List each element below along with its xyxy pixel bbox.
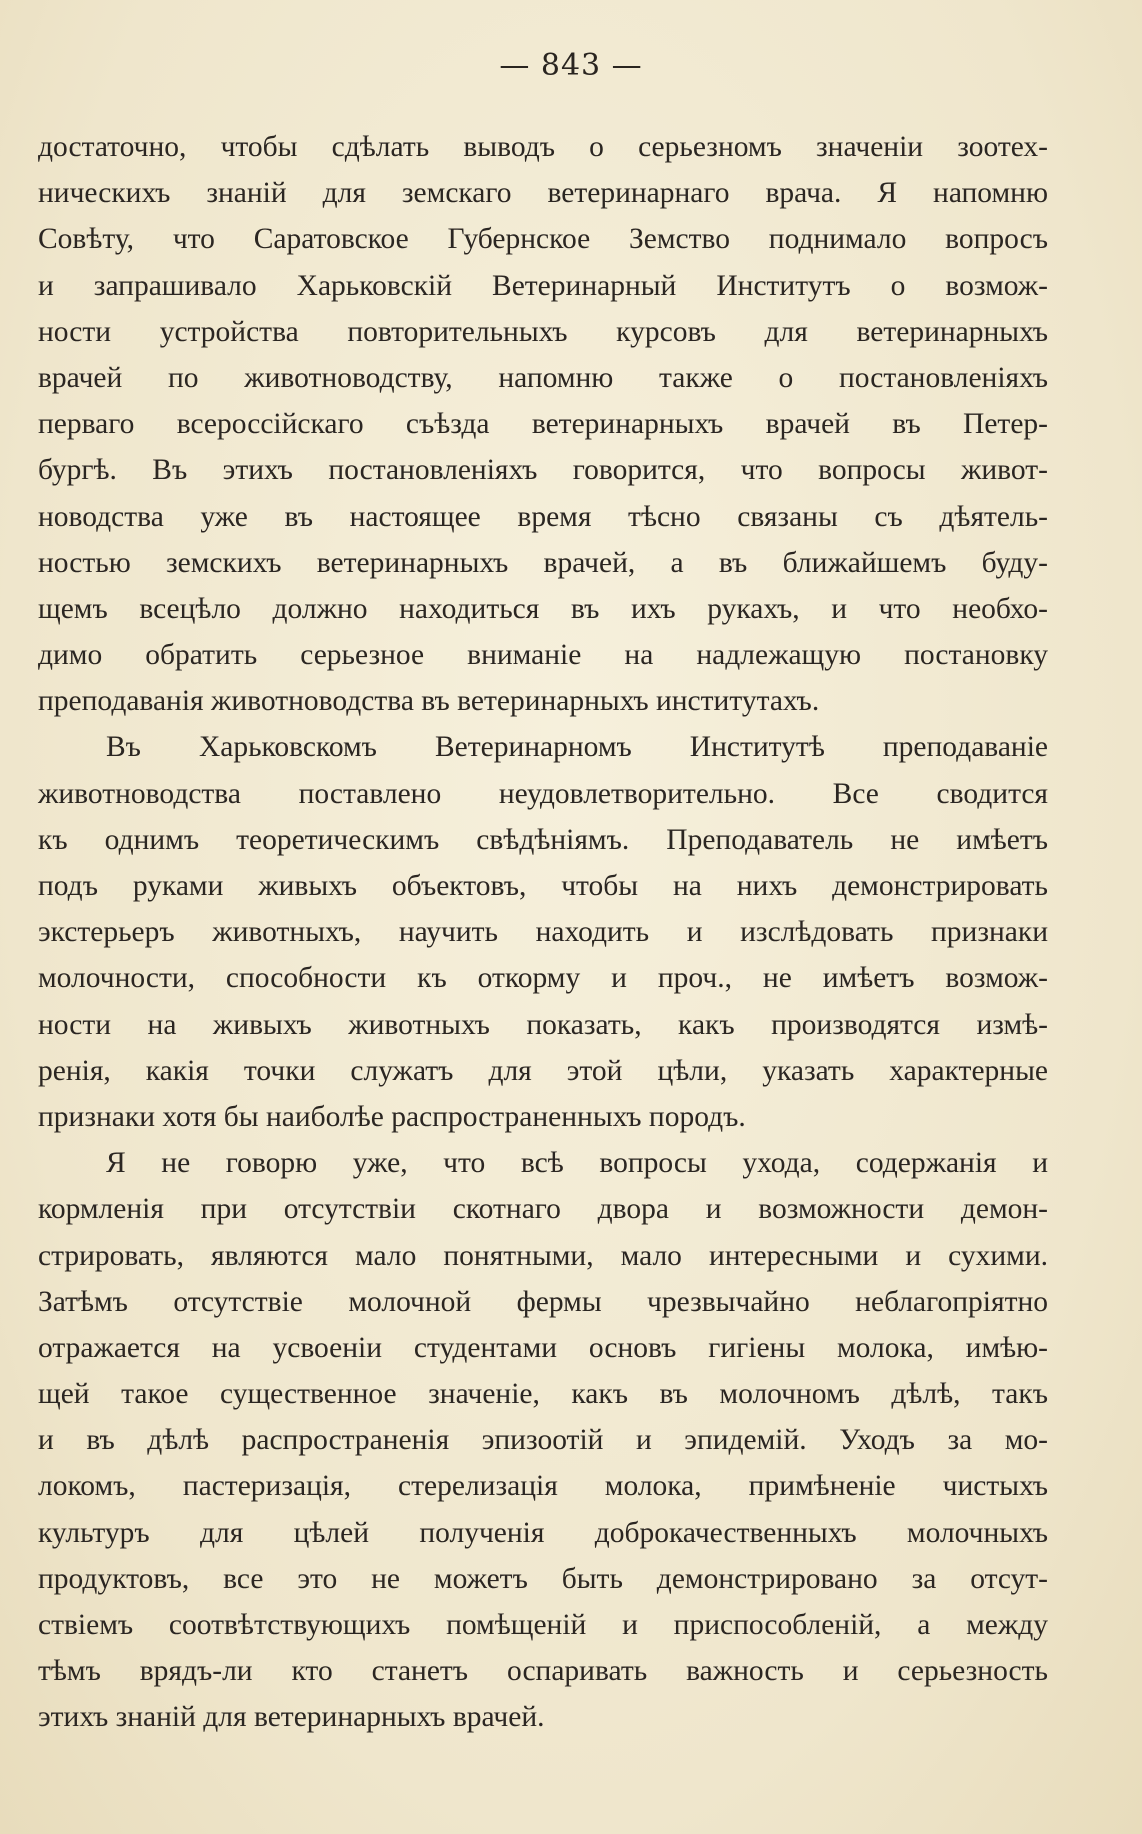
paragraph-3: [38, 1140, 1048, 1740]
text-line: Въ Харьковскомъ Ветеринарномъ Институтѣ преподаванiе: [106, 731, 1048, 764]
text-line: тѣмъ врядъ-ли кто станетъ оспаривать важность и серьезность: [38, 1655, 1048, 1688]
text-line: культуръ для цѣлей полученiя доброкачественныхъ молочныхъ: [38, 1516, 1048, 1549]
text-line: димо обратить серьезное вниманiе на надлежащую постановку: [38, 639, 1048, 672]
text-line: Совѣту, что Саратовское Губернское Земство поднимало вопросъ: [38, 223, 1048, 256]
text-line: преподаванiя животноводства въ ветеринарныхъ институтахъ.: [38, 685, 820, 718]
text-line: достаточно, чтобы сдѣлать выводъ о серьезномъ значенiи зоотех-: [38, 131, 1048, 163]
text-line: молочности, способности къ откорму и проч., не имѣетъ возмож-: [38, 962, 1048, 995]
text-line: щей такое существенное значенiе, какъ въ молочномъ дѣлѣ, такъ: [38, 1378, 1048, 1411]
text-line: кормленiя при отсутствiи скотнаго двора и возможности демон-: [38, 1193, 1048, 1226]
text-line: новодства уже въ настоящее время тѣсно связаны съ дѣятель-: [38, 500, 1048, 533]
text-line: этихъ знанiй для ветеринарныхъ врачей.: [38, 1701, 545, 1734]
text-line: отражается на усвоенiи студентами основъ гигiены молока, имѣю-: [38, 1331, 1048, 1364]
text-line: и запрашивало Харьковскiй Ветеринарный Институтъ о возмож-: [38, 269, 1048, 302]
text-line: ренiя, какiя точки служатъ для этой цѣли, указать характерные: [38, 1054, 1048, 1087]
text-line: признаки хотя бы наиболѣе распространенныхъ породъ.: [38, 1100, 746, 1133]
text-line: Я не говорю уже, что всѣ вопросы ухода, содержанiя и: [106, 1147, 1048, 1180]
text-line: стрировать, являются мало понятными, мало интересными и сухими.: [38, 1239, 1048, 1272]
text-line: бургѣ. Въ этихъ постановленiяхъ говорится, что вопросы живот-: [38, 454, 1048, 487]
body-text: [38, 124, 1048, 1741]
text-line: экстерьеръ животныхъ, научить находить и изслѣдовать признаки: [38, 916, 1048, 949]
text-line: Затѣмъ отсутствiе молочной фермы чрезвычайно неблагопрiятно: [38, 1285, 1048, 1318]
text-line: продуктовъ, все это не можетъ быть демонстрировано за отсут-: [38, 1562, 1048, 1595]
text-line: и въ дѣлѣ распространенiя эпизоотiй и эпидемiй. Уходъ за мо-: [38, 1424, 1048, 1457]
text-line: подъ руками живыхъ объектовъ, чтобы на нихъ демонстрировать: [38, 870, 1048, 902]
text-line: ническихъ знанiй для земскаго ветеринарнаго врача. Я напомню: [38, 177, 1048, 210]
text-line: ствiемъ соотвѣтствующихъ помѣщенiй и приспособленiй, а между: [38, 1609, 1048, 1641]
page-number: — 843 —: [499, 48, 643, 83]
text-line: врачей по животноводству, напомню также о постановленiяхъ: [38, 361, 1048, 394]
text-line: перваго всероссiйскаго съѣзда ветеринарныхъ врачей въ Петер-: [38, 408, 1048, 441]
text-line: къ однимъ теоретическимъ свѣдѣнiямъ. Преподаватель не имѣетъ: [38, 823, 1048, 856]
text-line: локомъ, пастеризацiя, стерелизацiя молока, примѣненiе чистыхъ: [38, 1470, 1048, 1503]
text-line: щемъ всецѣло должно находиться въ ихъ рукахъ, и что необхо-: [38, 592, 1048, 625]
paragraph-1: [38, 124, 1048, 724]
text-line: животноводства поставлено неудовлетворительно. Все сводится: [38, 777, 1048, 810]
text-line: ности на живыхъ животныхъ показать, какъ производятся измѣ-: [38, 1008, 1048, 1041]
paragraph-2: [38, 724, 1048, 1140]
text-line: ности устройства повторительныхъ курсовъ для ветеринарныхъ: [38, 315, 1048, 348]
text-line: ностью земскихъ ветеринарныхъ врачей, а въ ближайшемъ буду-: [38, 546, 1048, 579]
